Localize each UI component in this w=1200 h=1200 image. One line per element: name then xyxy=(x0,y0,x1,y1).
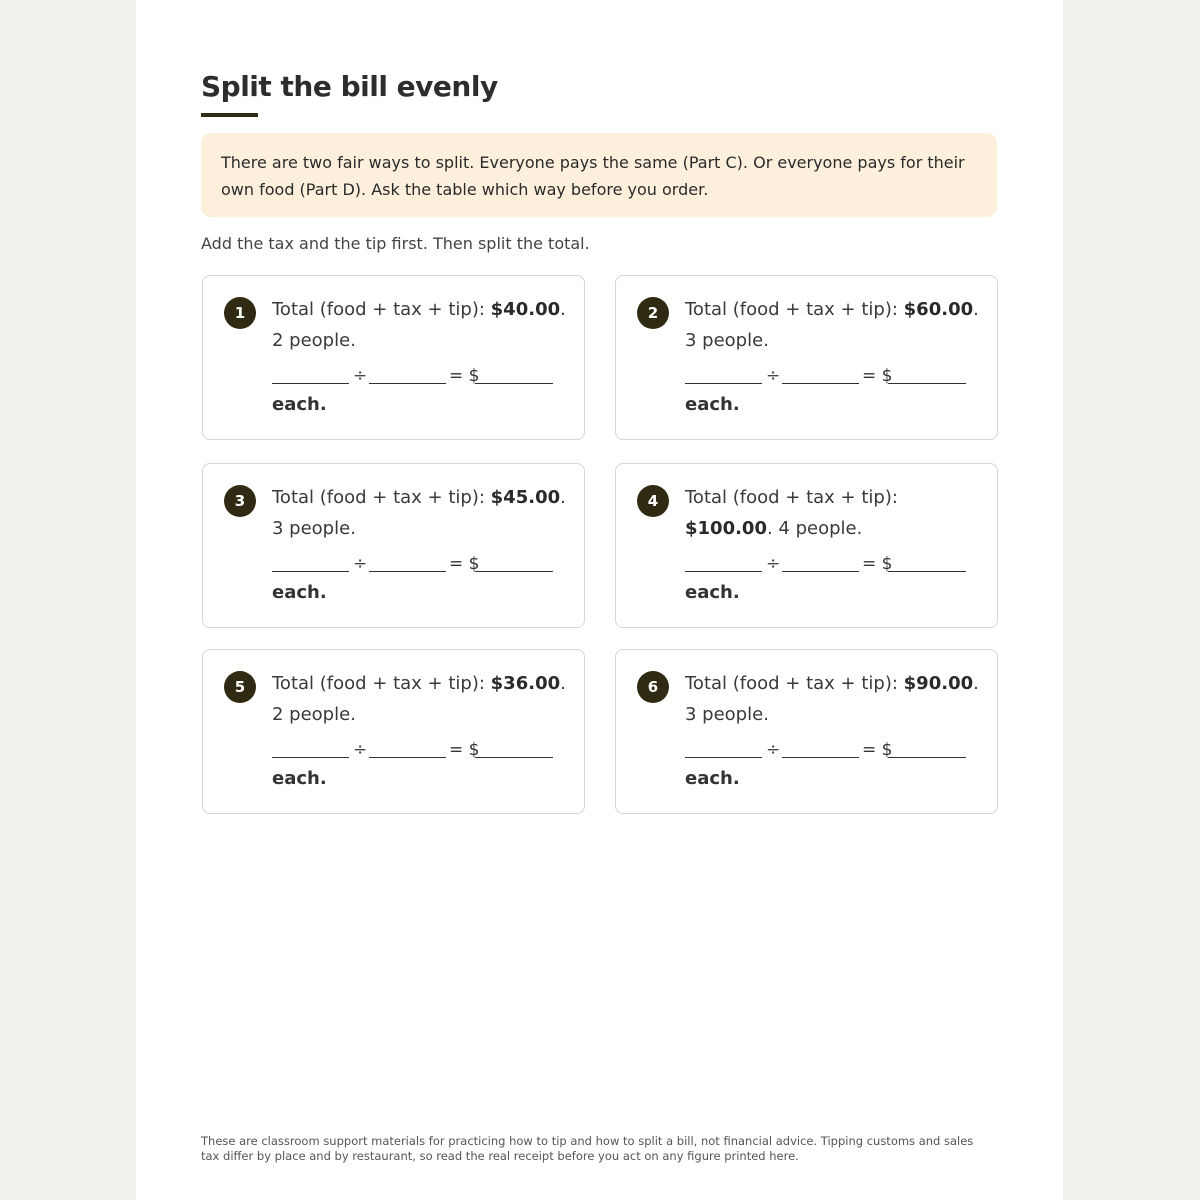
each-answer-blank[interactable] xyxy=(888,383,966,384)
total-answer-blank[interactable] xyxy=(685,757,762,758)
each-answer-blank[interactable] xyxy=(475,571,553,572)
problem-label: Total (food + tax + tip): xyxy=(685,487,898,508)
problem-number-badge: 1 xyxy=(224,297,256,329)
divide-sign: ÷ xyxy=(766,366,781,386)
problem-card xyxy=(615,275,998,440)
problem-people: . 2 people. xyxy=(272,673,566,725)
total-answer-blank[interactable] xyxy=(272,757,349,758)
problem-amount: $45.00 xyxy=(490,487,561,508)
problem-amount: $60.00 xyxy=(903,299,974,320)
each-label: each. xyxy=(685,582,740,603)
people-answer-blank[interactable] xyxy=(782,757,859,758)
divide-sign: ÷ xyxy=(353,554,368,574)
problem-people: . 2 people. xyxy=(272,299,566,351)
total-answer-blank[interactable] xyxy=(272,571,349,572)
equals-dollar: = $ xyxy=(449,740,480,760)
problem-text xyxy=(685,482,985,544)
problem-card xyxy=(202,649,585,814)
problem-amount: $90.00 xyxy=(903,673,974,694)
problem-text xyxy=(685,668,985,730)
problem-people: . 3 people. xyxy=(272,487,566,539)
division-equation xyxy=(685,366,966,388)
problem-text xyxy=(685,294,985,356)
problem-label: Total (food + tax + tip): xyxy=(272,487,491,508)
disclaimer-footer: These are classroom support materials for practicing how to tip and how to split a bill, not financial advice. Tipping customs and sales tax differ by place and by restaurant, so read the real receipt before you act on any figure printed here. xyxy=(201,1134,974,1163)
people-answer-blank[interactable] xyxy=(369,571,446,572)
divide-sign: ÷ xyxy=(353,366,368,386)
division-equation xyxy=(685,554,966,576)
equals-dollar: = $ xyxy=(449,366,480,386)
problem-text xyxy=(272,482,572,544)
problem-label: Total (food + tax + tip): xyxy=(272,673,491,694)
divide-sign: ÷ xyxy=(766,554,781,574)
each-answer-blank[interactable] xyxy=(888,757,966,758)
each-answer-blank[interactable] xyxy=(475,757,553,758)
problem-number-badge: 3 xyxy=(224,485,256,517)
problem-number-badge: 4 xyxy=(637,485,669,517)
problem-amount: $100.00 xyxy=(685,518,767,539)
worksheet-page xyxy=(136,0,1063,1200)
problem-people: . 3 people. xyxy=(685,299,979,351)
problem-people: . 3 people. xyxy=(685,673,979,725)
divide-sign: ÷ xyxy=(353,740,368,760)
people-answer-blank[interactable] xyxy=(782,383,859,384)
people-answer-blank[interactable] xyxy=(369,383,446,384)
total-answer-blank[interactable] xyxy=(685,383,762,384)
people-answer-blank[interactable] xyxy=(782,571,859,572)
equals-dollar: = $ xyxy=(862,740,893,760)
page-title: Split the bill evenly xyxy=(201,70,498,103)
each-label: each. xyxy=(272,768,327,789)
problem-people: . 4 people. xyxy=(766,518,863,539)
problem-number-badge: 6 xyxy=(637,671,669,703)
instructions: Add the tax and the tip first. Then split the total. xyxy=(201,234,590,253)
division-equation xyxy=(272,366,553,388)
total-answer-blank[interactable] xyxy=(685,571,762,572)
title-underline xyxy=(201,113,258,117)
problem-card xyxy=(615,649,998,814)
problem-amount: $36.00 xyxy=(490,673,561,694)
each-label: each. xyxy=(272,582,327,603)
problem-label: Total (food + tax + tip): xyxy=(685,299,904,320)
problem-number-badge: 5 xyxy=(224,671,256,703)
each-label: each. xyxy=(685,768,740,789)
division-equation xyxy=(685,740,966,762)
each-label: each. xyxy=(685,394,740,415)
division-equation xyxy=(272,740,553,762)
problem-card xyxy=(202,463,585,628)
problem-text xyxy=(272,294,572,356)
callout-box: There are two fair ways to split. Everyone pays the same (Part C). Or everyone pays for their own food (Part D). Ask the table which way before you order. xyxy=(201,133,997,217)
people-answer-blank[interactable] xyxy=(369,757,446,758)
division-equation xyxy=(272,554,553,576)
equals-dollar: = $ xyxy=(862,554,893,574)
problem-card xyxy=(615,463,998,628)
equals-dollar: = $ xyxy=(862,366,893,386)
problem-number-badge: 2 xyxy=(637,297,669,329)
each-answer-blank[interactable] xyxy=(475,383,553,384)
each-answer-blank[interactable] xyxy=(888,571,966,572)
problem-label: Total (food + tax + tip): xyxy=(272,299,491,320)
problem-card xyxy=(202,275,585,440)
divide-sign: ÷ xyxy=(766,740,781,760)
each-label: each. xyxy=(272,394,327,415)
equals-dollar: = $ xyxy=(449,554,480,574)
problem-amount: $40.00 xyxy=(490,299,561,320)
total-answer-blank[interactable] xyxy=(272,383,349,384)
problem-label: Total (food + tax + tip): xyxy=(685,673,904,694)
problem-text xyxy=(272,668,572,730)
